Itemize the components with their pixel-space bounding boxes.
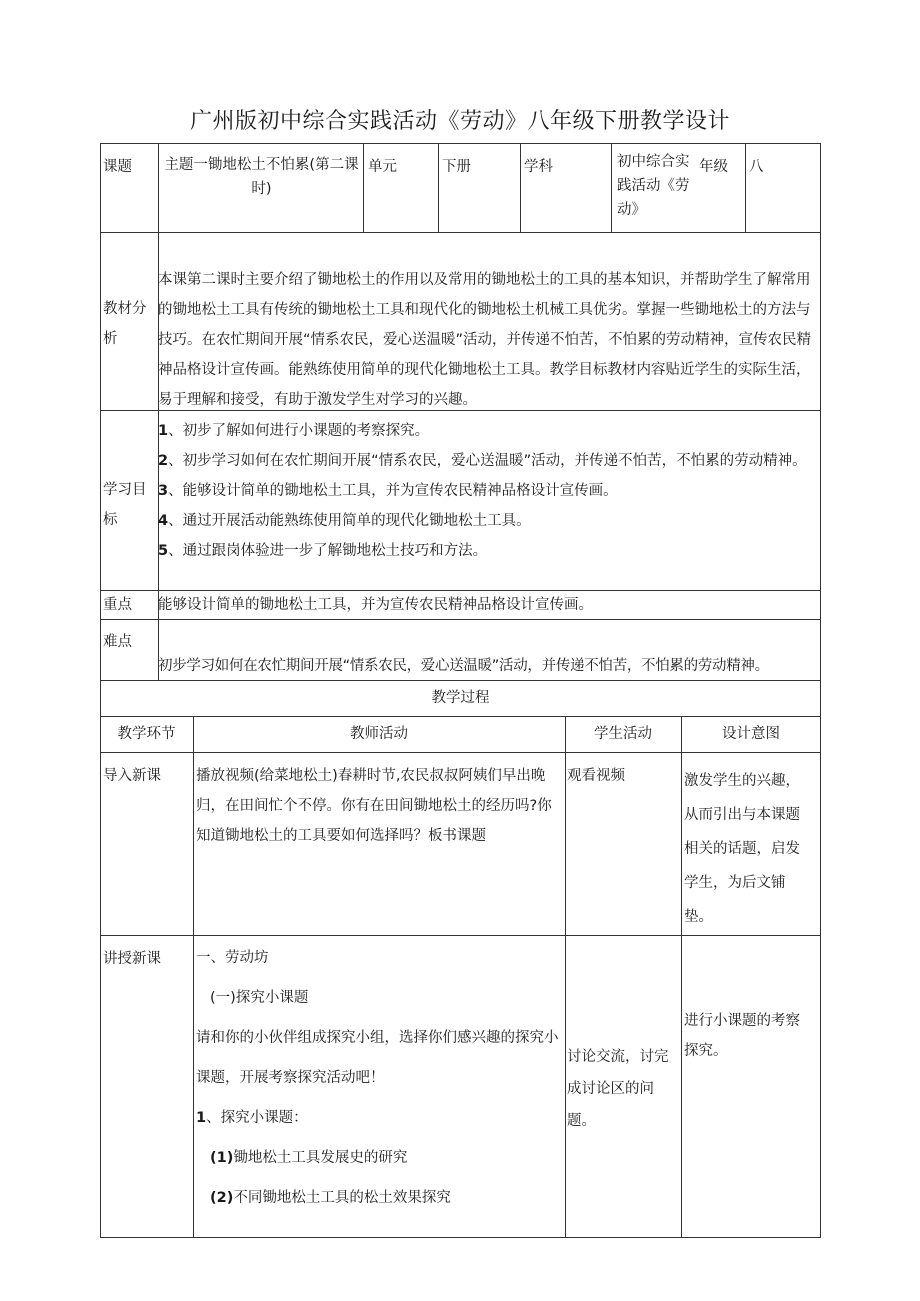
unit-label: 单元 xyxy=(368,159,397,175)
intro-intent: 激发学生的兴趣，从而引出与本课题相关的话题，启发学生，为后文铺垫。 xyxy=(684,773,800,925)
teach-intent: 进行小课题的考察探究。 xyxy=(684,1013,800,1059)
objective-item: 3、能够设计简单的锄地松土工具，并为宣传农民精神品格设计宣传画。 xyxy=(158,483,618,499)
objective-item: 4、通过开展活动能熟练使用简单的现代化锄地松土工具。 xyxy=(158,513,531,529)
analysis-label: 教材分析 xyxy=(103,301,147,347)
intro-stage: 导入新课 xyxy=(103,768,161,784)
difficulty-label: 难点 xyxy=(103,634,132,650)
objective-item: 2、初步学习如何在农忙期间开展“情系农民，爱心送温暖”活动，并传递不怕苦，不怕累的劳动精神。 xyxy=(158,453,807,469)
objective-item: 1、初步了解如何进行小课题的考察探究。 xyxy=(158,423,430,439)
column-header-teacher: 教师活动 xyxy=(350,726,408,742)
key-point-text: 能够设计简单的锄地松土工具，并为宣传农民精神品格设计宣传画。 xyxy=(158,597,593,613)
document-title: 广州版初中综合实践活动《劳动》八年级下册教学设计 xyxy=(189,109,730,134)
intro-student: 观看视频 xyxy=(567,768,625,784)
objectives-list xyxy=(158,416,820,588)
grade-value: 八 xyxy=(749,159,764,175)
objective-item: 5、通过跟岗体验进一步了解锄地松土技巧和方法。 xyxy=(158,543,488,559)
objectives-label: 学习目标 xyxy=(103,482,147,528)
grade-label: 年级 xyxy=(699,159,728,175)
teach-teacher xyxy=(196,938,562,1218)
key-point-label: 重点 xyxy=(103,597,132,613)
analysis-text: 本课第二课时主要介绍了锄地松土的作用以及常用的锄地松土的工具的基本知识，并帮助学生了解常用的锄地松土工具有传统的锄地松土工具和现代化的锄地松土机械工具优劣。掌握一些锄地松土的方法与技巧。在农忙期间开展“情系农民，爱心送温暖”活动，并传递不怕苦，不怕累的劳动精神，宣传农民精神品格设计宣传画。能熟练使用简单的现代化锄地松土工具。教学目标教材内容贴近学生的实际生活，易于理解和接受，有助于激发学生对学习的兴趣。 xyxy=(158,272,812,408)
teach-line: 请和你的小伙伴组成探究小组，选择你们感兴趣的探究小课题，开展考察探究活动吧！ xyxy=(196,1030,559,1086)
process-title: 教学过程 xyxy=(431,690,490,706)
column-header-student: 学生活动 xyxy=(594,726,652,742)
column-header-intent: 设计意图 xyxy=(722,726,780,742)
teach-line: (2)不同锄地松土工具的松土效果探究 xyxy=(210,1190,451,1206)
unit-value: 下册 xyxy=(442,159,471,175)
difficulty-text: 初步学习如何在农忙期间开展“情系农民，爱心送温暖”活动，并传递不怕苦，不怕累的劳动精神。 xyxy=(158,658,769,674)
lesson-label: 课题 xyxy=(103,159,132,175)
intro-teacher: 播放视频(给菜地松土)春耕时节,农民叔叔阿姨们早出晚归，在田间忙个不停。你有在田间锄地松土的经历吗?你知道锄地松土的工具要如何选择吗？板书课题 xyxy=(196,768,552,844)
teach-line: 1、探究小课题： xyxy=(196,1110,308,1126)
lesson-value: 主题一锄地松土不怕累(第二课时) xyxy=(164,157,359,197)
teach-stage: 讲授新课 xyxy=(103,951,161,967)
subject-label: 学科 xyxy=(524,159,553,175)
teach-student: 讨论交流，讨完成讨论区的问题。 xyxy=(567,1049,669,1129)
teach-line: (一)探究小课题 xyxy=(210,990,309,1006)
teach-line: 一、劳动坊 xyxy=(196,950,269,966)
teach-line: (1)锄地松土工具发展史的研究 xyxy=(210,1150,408,1166)
subject-value: 初中综合实践活动《劳动》 xyxy=(617,154,690,218)
column-header-stage: 教学环节 xyxy=(117,726,176,742)
